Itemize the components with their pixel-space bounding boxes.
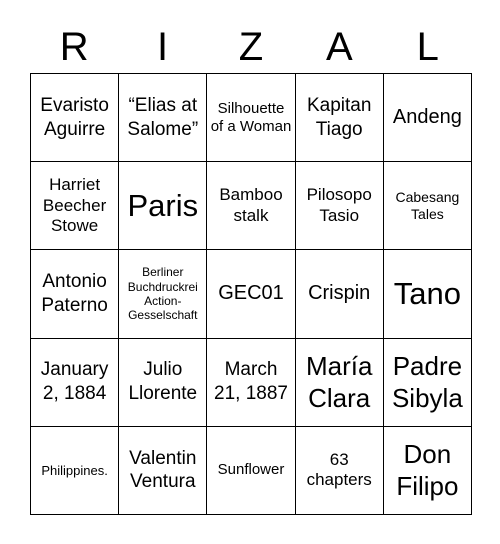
bingo-cell[interactable]: Berliner Buchdruckrei Action-Gesselschaft xyxy=(119,250,207,338)
bingo-header xyxy=(30,22,472,72)
bingo-cell[interactable]: Cabesang Tales xyxy=(384,162,472,250)
header-letter-l: L xyxy=(416,25,439,69)
bingo-cell[interactable]: Paris xyxy=(119,162,207,250)
header-letter-r: R xyxy=(59,25,89,69)
bingo-cell[interactable]: Antonio Paterno xyxy=(31,250,119,338)
bingo-cell[interactable]: Valentin Ventura xyxy=(119,427,207,515)
bingo-cell[interactable]: Philippines. xyxy=(31,427,119,515)
bingo-cell[interactable]: March 21, 1887 xyxy=(207,339,295,427)
bingo-cell[interactable]: Julio Llorente xyxy=(119,339,207,427)
bingo-grid xyxy=(30,73,472,515)
bingo-cell[interactable]: Kapitan Tiago xyxy=(296,74,384,162)
bingo-cell[interactable]: Bamboo stalk xyxy=(207,162,295,250)
bingo-cell[interactable]: Padre Sibyla xyxy=(384,339,472,427)
bingo-cell[interactable]: Andeng xyxy=(384,74,472,162)
bingo-cell[interactable]: January 2, 1884 xyxy=(31,339,119,427)
bingo-cell[interactable]: Evaristo Aguirre xyxy=(31,74,119,162)
bingo-cell[interactable]: 63 chapters xyxy=(296,427,384,515)
bingo-cell[interactable]: GEC01 xyxy=(207,250,295,338)
bingo-cell[interactable]: Don Filipo xyxy=(384,427,472,515)
bingo-cell[interactable]: Crispin xyxy=(296,250,384,338)
bingo-cell[interactable]: Sunflower xyxy=(207,427,295,515)
bingo-cell[interactable]: María Clara xyxy=(296,339,384,427)
header-letter-a: A xyxy=(326,25,353,69)
bingo-cell[interactable]: Silhouette of a Woman xyxy=(207,74,295,162)
bingo-cell[interactable]: Pilosopo Tasio xyxy=(296,162,384,250)
header-letter-i: I xyxy=(157,25,169,69)
bingo-cell[interactable]: Tano xyxy=(384,250,472,338)
bingo-cell[interactable]: “Elias at Salome” xyxy=(119,74,207,162)
header-letter-z: Z xyxy=(238,25,264,69)
bingo-cell[interactable]: Harriet Beecher Stowe xyxy=(31,162,119,250)
